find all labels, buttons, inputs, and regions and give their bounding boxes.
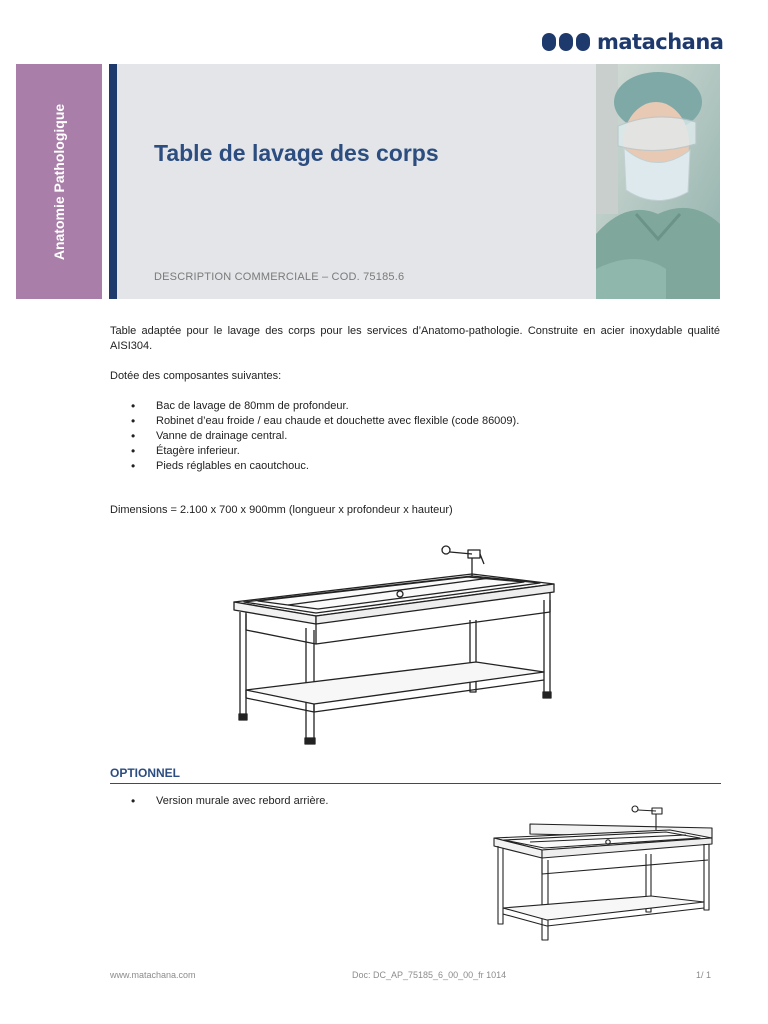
list-item: • Robinet d’eau froide / eau chaude et douchette avec flexible (code 86009). xyxy=(110,414,720,429)
list-item: • Pieds réglables en caoutchouc. xyxy=(110,459,720,474)
optional-heading: OPTIONNEL xyxy=(110,766,181,780)
header-photo xyxy=(596,64,720,299)
accent-bar xyxy=(109,64,117,299)
footer-page-number: 1/ 1 xyxy=(696,970,712,980)
list-item: • Bac de lavage de 80mm de profondeur. xyxy=(110,399,720,414)
section-tab xyxy=(16,64,102,299)
dimensions-text: Dimensions = 2.100 x 700 x 900mm (longueur x profondeur x hauteur) xyxy=(110,504,453,516)
footer-website[interactable]: www.matachana.com xyxy=(110,970,196,980)
list-item: • Vanne de drainage central. xyxy=(110,429,720,444)
intro-paragraph: Table adaptée pour le lavage des corps pour les services d’Anatomo-pathologie. Construite en acier inoxydable qualité AISI304. xyxy=(110,325,720,352)
washing-table-icon xyxy=(228,540,558,746)
brand-logo xyxy=(542,29,723,55)
logo-dots-icon xyxy=(542,33,590,51)
brand-name: matachana xyxy=(597,30,724,54)
list-item: • Étagère inferieur. xyxy=(110,444,720,459)
header-banner xyxy=(117,64,596,299)
main-content xyxy=(110,324,720,518)
surgeon-photo-icon xyxy=(596,64,720,299)
wall-table-illustration xyxy=(490,804,720,949)
table-illustration xyxy=(228,540,558,751)
page-title: Table de lavage des corps xyxy=(154,140,439,166)
section-tab-label: Anatomie Pathologique xyxy=(51,103,67,260)
wall-table-icon xyxy=(490,804,720,944)
footer-doc-code: Doc: DC_AP_75185_6_00_00_fr 1014 xyxy=(352,970,507,980)
components-intro: Dotée des composantes suivantes: xyxy=(110,370,282,382)
list-item: • Version murale avec rebord arrière. xyxy=(110,794,720,809)
page-subtitle: DESCRIPTION COMMERCIALE – COD. 75185.6 xyxy=(154,271,405,283)
optional-divider xyxy=(110,783,721,784)
components-list xyxy=(110,399,720,474)
